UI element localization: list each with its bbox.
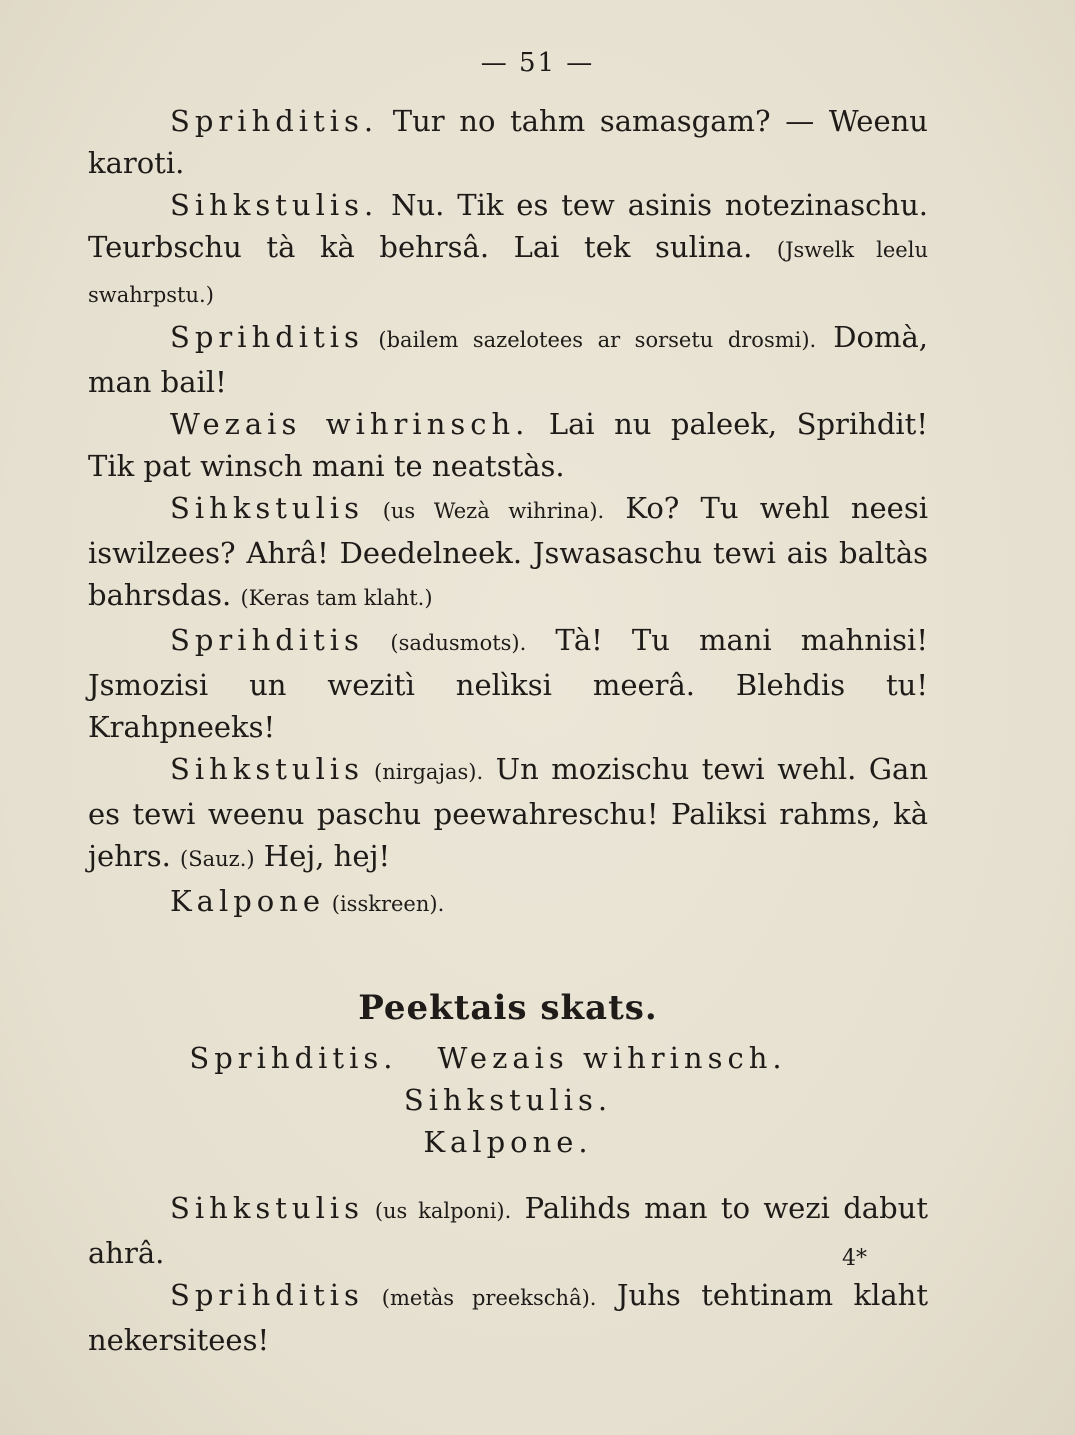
cast-member: Kalpone. [423, 1125, 593, 1159]
dialogue-line [88, 1187, 928, 1274]
stage-direction: (sadusmots). [363, 631, 527, 655]
cast-list [88, 1037, 928, 1163]
dialogue-line [88, 316, 928, 403]
line-text: Un mozischu tewi wehl. Gan es tewi weenu paschu peewahreschu! Paliksi rahms, kà jehrs. [88, 752, 929, 873]
page-number: — 51 — [480, 48, 595, 78]
speaker-name: Sihkstulis [170, 491, 365, 525]
dialogue-line [88, 880, 928, 925]
speaker-name: Sprihditis. [170, 104, 379, 138]
line-text: Juhs tehtinam klaht nekersitees! [88, 1278, 929, 1357]
stage-direction: (Jswelk leelu swahrpstu.) [88, 238, 928, 307]
dialogue-line [88, 487, 928, 619]
stage-direction: (Sauz.) [180, 847, 255, 871]
dialogue-line [88, 1274, 928, 1361]
dialogue-line [88, 748, 928, 880]
speaker-name: Sprihditis [170, 1278, 364, 1312]
line-text: Hej, hej! [254, 839, 391, 873]
line-text: Lai nu paleek, Sprihdit! Tik pat winsch mani te neatstàs. [88, 407, 928, 483]
stage-direction: (isskreen). [325, 892, 445, 916]
line-text: Tur no tahm samasgam? — Weenu karoti. [88, 104, 928, 180]
scene-heading: Peektais skats. [358, 988, 658, 1028]
stage-direction: (Keras tam klaht.) [240, 586, 433, 610]
dialogue-line [88, 184, 928, 316]
line-text: Nu. Tik es tew asinis notezinaschu. Teurbschu tà kà behrsâ. Lai tek sulina. [88, 188, 928, 264]
dialogue-line [88, 619, 928, 748]
cast-member: Wezais wihrinsch. [437, 1041, 787, 1075]
stage-direction: (us Wezà wihrina). [364, 499, 605, 523]
speaker-name: Sihkstulis. [170, 188, 379, 222]
body-text [88, 100, 928, 1361]
speaker-name: Kalpone [170, 884, 326, 918]
line-text: Palihds man to wezi dabut ahrâ. [88, 1191, 928, 1270]
stage-direction: (metàs preekschâ). [363, 1286, 597, 1310]
stage-direction: (us kalponi). [364, 1199, 512, 1223]
signature-mark: 4* [842, 1246, 867, 1271]
stage-direction: (bailem sazelotees ar sorsetu drosmi). [363, 328, 817, 352]
dialogue-line [88, 100, 928, 184]
speaker-name: Sihkstulis [170, 752, 365, 786]
speaker-name: Sprihditis [170, 320, 364, 354]
dialogue-line [88, 403, 928, 487]
line-text: Ko? Tu wehl neesi iswilzees? Ahrâ! Deedelneek. Jswasaschu tewi ais baltàs bahrsdas. [88, 491, 928, 612]
speaker-name: Sprihditis [170, 623, 364, 657]
stage-direction: (nirgajas). [364, 760, 484, 784]
speaker-name: Wezais wihrinsch. [170, 407, 530, 441]
cast-member: Sprihditis. [189, 1041, 398, 1075]
speaker-name: Sihkstulis [170, 1191, 365, 1225]
cast-member: Sihkstulis. [403, 1083, 613, 1117]
line-text: Tà! Tu mani mahnisi! Jsmozisi un wezitì nelìksi meerâ. Blehdis tu! Krahpneeks! [88, 623, 928, 744]
line-text: Domà, man bail! [88, 320, 929, 399]
